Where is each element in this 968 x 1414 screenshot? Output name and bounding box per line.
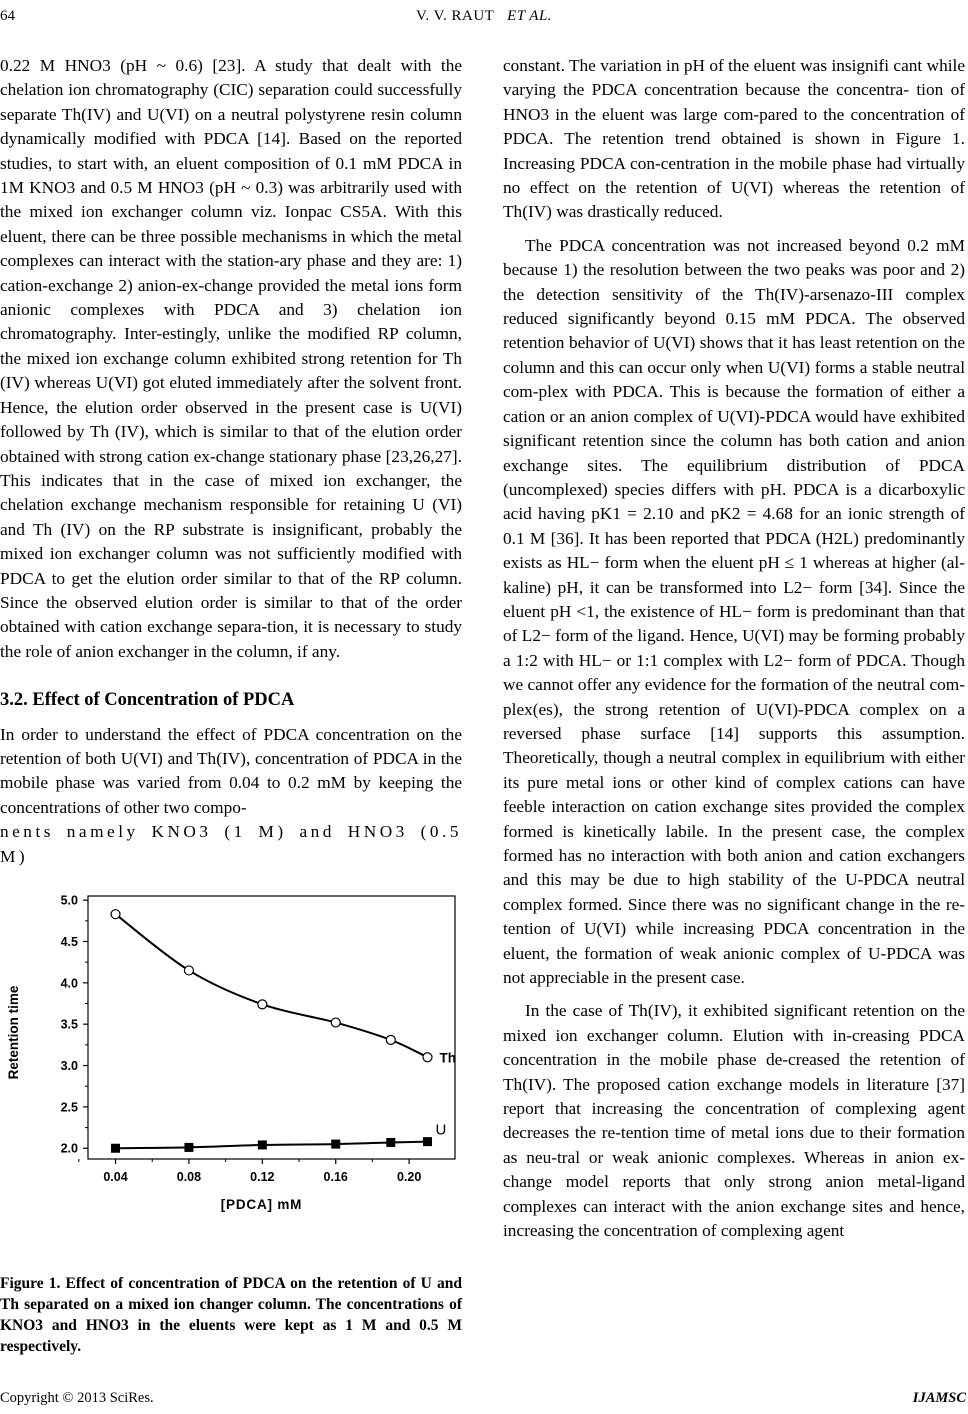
retention-chart: [0, 883, 462, 1267]
data-point-u: [258, 1140, 267, 1149]
right-column: [503, 54, 965, 1244]
y-tick-label: 2.5: [60, 1100, 78, 1115]
running-title-authors: V. V. RAUT: [415, 8, 495, 24]
data-point-u: [184, 1143, 193, 1152]
data-point-u: [331, 1140, 340, 1149]
right-paragraph-2: The PDCA concentration was not increased beyond 0.2 mM because 1) the resolution between the two peaks was poor and 2) the detection sensitivity of the Th(IV)-arsenazo-III complex reduced significantly beyond 0.15 mM PDCA. The observed retention behavior of U(VI) shows that it has least retention on the column and this can occur only when U(VI) forms a stable neutral com-plex with PDCA. This is because the formation of either a cation or an anion complex of U(VI)-PDCA would have exhibited significant retention since the column has both cation and anion exchange sites. The equilibrium distribution of PDCA (uncomplexed) species differs with pH. PDCA is a dicarboxylic acid having pK1 = 2.10 and pK2 = 4.68 for an ionic strength of 0.1 M [36]. It has been reported that PDCA (H2L) predominantly exists as HL− form when the eluent pH ≤ 1 whereas at higher (al-kaline) pH, it can be transformed into L2− form [34]. Since the eluent pH <1, the existence of HL− form is predominant than that of L2− form of the ligand. Hence, U(VI) may be forming probably a 1:2 with HL− or 1:1 complex with L2− form of PDCA. Though we cannot offer any evidence for the formation of the neutral com-plex(es), the strong retention of U(VI)-PDCA complex on a reversed phase surface [14] supports this assumption. Theoretically, though a neutral complex in equilibrium with either its pure metal ions or other kind of complex cations can have feeble interaction on cation exchange sites provided the complex formed is kinetically labile. In the present case, the complex formed has no interaction with both anion and cation exchangers and this may be due to high stability of the U-PDCA neutral complex formed. Since there was no significant change in the re-tention of U(VI) while increasing PDCA concentration in the eluent, the formation of weak anionic complex of U-PDCA was not appreciable in the present case.: [503, 235, 965, 988]
left-column: [0, 54, 462, 1357]
figure-1: [0, 883, 462, 1267]
left-paragraph-1: 0.22 M HNO3 (pH ~ 0.6) [23]. A study that dealt with the chelation ion chromatography (CIC) separation could successfully separate Th(IV) and U(VI) on a neutral polystyrene resin column dynamically modified with PDCA [14]. Based on the reported studies, to start with, an eluent composition of 0.1 mM PDCA in 1M KNO3 and 0.5 M HNO3 (pH ~ 0.3) was arbitrarily used with the mixed ion exchanger column viz. Ionpac CS5A. With this eluent, there can be three possible mechanisms in which the metal complexes can interact with the station-ary phase and they are: 1) cation-exchange 2) anion-ex-change provided the metal ions form anionic complexes with PDCA and 3) chelation ion chromatography. Inter-estingly, unlike the modified RP column, the mixed ion exchange column exhibited strong retention for Th (IV) whereas U(VI) got eluted immediately after the solvent front. Hence, the elution order observed in the present case is U(VI) followed by Th (IV), which is similar to that of the elution order obtained with strong cation ex-change stationary phase [23,26,27]. This indicates that in the case of mixed ion exchanger, the chelation exchange mechanism responsible for retaining U (VI) and Th (IV) on the RP substrate is insignificant, probably the mixed ion exchanger column was not sufficiently modified with PDCA to get the elution order similar to that of the RP column. Since the observed elution order is similar to that of the order obtained with cation exchange separa-tion, it is necessary to study the role of anion exchanger in the column, if any.: [0, 56, 462, 661]
data-point-th: [423, 1053, 432, 1062]
data-point-u: [386, 1138, 395, 1147]
figure-caption: Figure 1. Effect of concentration of PDCA on the retention of U and Th separated on a mixed ion changer column. The concentrations of KNO3 and HNO3 in the eluents were kept as 1 M and 0.5 M respectively.: [0, 1275, 462, 1355]
right-paragraph-1: constant. The variation in pH of the eluent was insignifi cant while varying the PDCA concentration because the concentra- tion of HNO3 in the eluent was large com-pared to the concentration of PDCA. The retention trend obtained is shown in Figure 1. Increasing PDCA con-centration in the mobile phase had virtually no effect on the retention of U(VI) whereas the retention of Th(IV) was drastically reduced.: [503, 56, 965, 222]
y-axis-label: Retention time: [6, 985, 21, 1080]
y-tick-label: 3.0: [60, 1059, 78, 1074]
running-title: [0, 8, 968, 25]
data-point-u: [423, 1137, 432, 1146]
x-tick-label: 0.04: [103, 1170, 128, 1184]
series-label-u: U: [435, 1121, 447, 1139]
data-point-u: [111, 1144, 120, 1153]
page-number: 64: [0, 8, 15, 24]
series-line-th: [116, 914, 428, 1057]
data-point-th: [386, 1035, 395, 1044]
page-footer: [0, 1390, 968, 1412]
y-tick-label: 4.5: [60, 934, 78, 949]
right-paragraph-3: In the case of Th(IV), it exhibited significant retention on the mixed ion exchanger column. Elution with in-creasing PDCA concentration in the mobile phase de-creased the retention of Th(IV). The proposed cation exchange models in literature [37] report that increasing the concentration of complexing agent decreases the re-tention time of metal ions due to their formation as neu-tral or weak anionic complexes. Whereas in anion ex-change model reports that only strong anion metal-ligand complexes can interact with the anion exchange sites and hence, increasing the concentration of complexing agent: [503, 1001, 965, 1241]
series-line-u: [116, 1142, 428, 1149]
x-tick-label: 0.16: [323, 1170, 348, 1184]
left-paragraph-2-last-line: nents namely KNO3 (1 M) and HNO3 (0.5 M): [0, 822, 462, 866]
section-title: 3.2. Effect of Concentration of PDCA: [0, 690, 295, 711]
y-tick-label: 4.0: [60, 976, 78, 991]
data-point-th: [184, 966, 193, 975]
x-tick-label: 0.08: [176, 1170, 202, 1184]
journal-name: IJAMSC: [912, 1390, 966, 1406]
y-tick-label: 5.0: [60, 893, 78, 908]
left-paragraph-2: In order to understand the effect of PDCA concentration on the retention of both U(VI) and Th(IV), concentration of PDCA in the mobile phase was varied from 0.04 to 0.2 mM by keeping the concentrations of other two compo-: [0, 724, 462, 817]
data-point-th: [331, 1018, 340, 1027]
x-tick-label: 0.12: [250, 1170, 275, 1184]
data-point-th: [111, 910, 120, 919]
y-tick-label: 2.0: [60, 1141, 78, 1156]
x-tick-label: 0.20: [396, 1170, 422, 1184]
copyright-text: Copyright © 2013 SciRes.: [0, 1390, 154, 1406]
y-tick-label: 3.5: [60, 1017, 78, 1032]
data-point-th: [258, 1000, 267, 1009]
x-axis-label: [PDCA] mM: [220, 1197, 303, 1212]
page-header: [0, 8, 968, 32]
running-title-etal: ET AL.: [507, 8, 553, 24]
series-label-th: Th: [439, 1050, 456, 1066]
